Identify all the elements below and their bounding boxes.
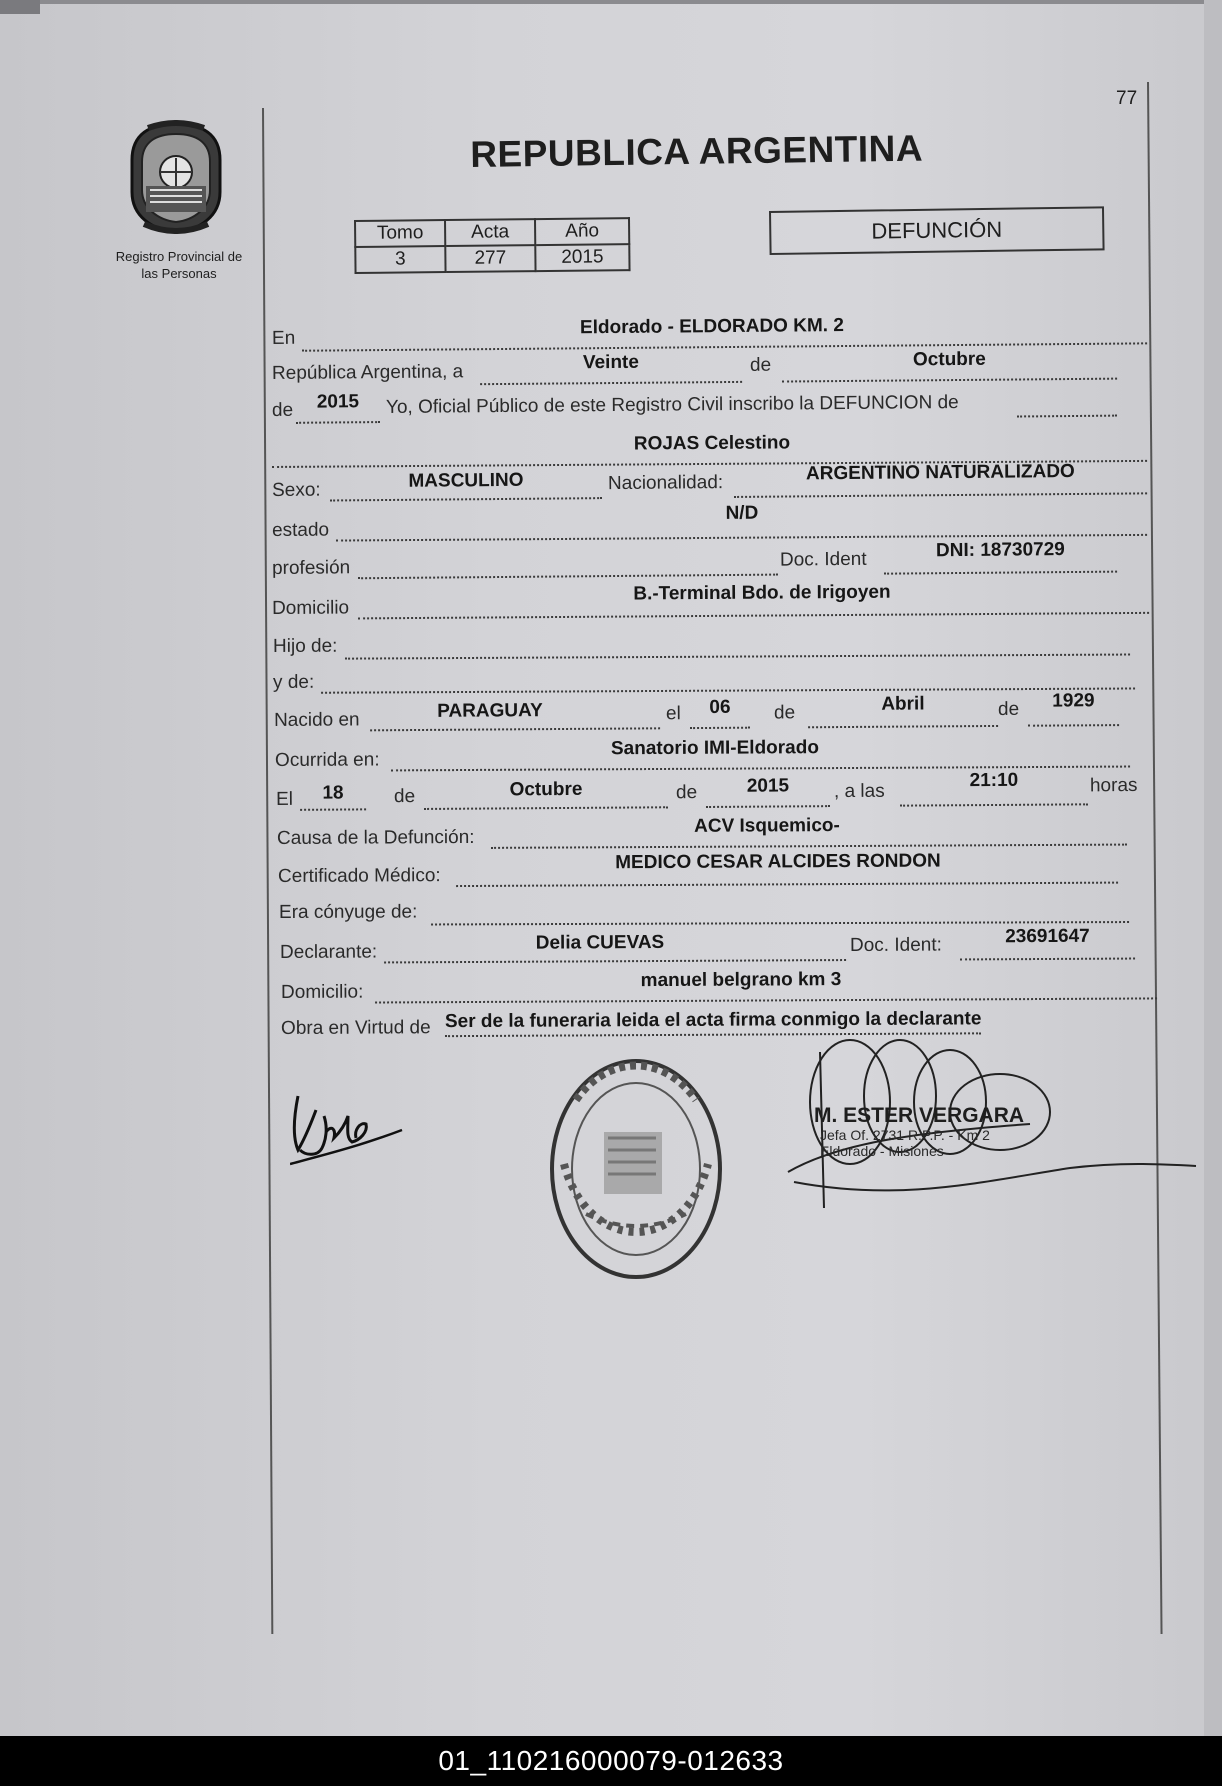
ref-header-ano: Año [535, 218, 629, 245]
official-stamp-line2: Jefa Of. 2731 R.P.P. - Km 2 [820, 1127, 990, 1143]
value-sex: MASCULINO [408, 469, 524, 492]
row-date [272, 350, 1117, 387]
row-declarant [279, 925, 1135, 964]
label-de: de [749, 354, 772, 376]
row-death-date [275, 769, 1141, 811]
ref-value-acta: 277 [445, 245, 535, 272]
label-ocurrida-en: Ocurrida en: [274, 749, 380, 771]
label-estado: estado [271, 519, 330, 541]
page-top-edge [0, 0, 1222, 4]
value-death-year: 2015 [746, 775, 790, 797]
value-document: DNI: 18730729 [935, 539, 1065, 562]
dotted-line [431, 893, 1129, 925]
value-medical-certificate: MEDICO CESAR ALCIDES RONDON [615, 850, 941, 874]
row-cause [277, 816, 1127, 850]
page-corner-shadow [0, 0, 40, 14]
label-doc-ident-declarant: Doc. Ident: [849, 934, 942, 957]
right-margin-line [1147, 82, 1163, 1634]
value-place: Eldorado - ELDORADO KM. 2 [579, 315, 844, 339]
value-day: Veinte [582, 351, 640, 374]
label-obra: Obra en Virtud de [280, 1017, 431, 1039]
label-de-death-year: de [675, 782, 698, 804]
label-de-death: de [393, 786, 416, 808]
row-civil-status [271, 502, 1147, 542]
label-a-las: , a las [833, 780, 885, 803]
label-doc-ident: Doc. Ident [779, 548, 867, 571]
value-death-month: Octubre [509, 778, 583, 801]
value-birth-year: 1929 [1052, 690, 1095, 712]
row-spouse [279, 893, 1129, 926]
official-stamp-name: M. ESTER VERGARA [814, 1104, 1025, 1127]
value-year: 2015 [316, 391, 360, 413]
row-birth [273, 690, 1119, 732]
value-birth-day: 06 [709, 696, 731, 718]
row-death-place [275, 738, 1130, 772]
row-mother [273, 659, 1135, 694]
ref-value-ano: 2015 [535, 244, 629, 271]
footer-file-id: 01_110216000079-012633 [0, 1736, 1222, 1786]
registry-line-1: Registro Provincial de [115, 249, 243, 264]
row-place [272, 314, 1147, 352]
value-death-place: Sanatorio IMI-Eldorado [610, 737, 819, 760]
row-address [271, 581, 1149, 620]
page-title: REPUBLICA ARGENTINA [470, 127, 924, 175]
registry-seal [546, 1054, 726, 1284]
label-en: En [271, 327, 296, 349]
label-oficial: Yo, Oficial Público de este Registro Civil inscribo la DEFUNCION de [385, 392, 959, 419]
label-causa: Causa de la Defunción: [276, 826, 475, 849]
label-de-year: de [271, 399, 294, 421]
value-address: B.-Terminal Bdo. de Irigoyen [633, 581, 891, 605]
row-father [273, 626, 1130, 660]
dotted-line [345, 626, 1130, 660]
label-domicilio-declarant: Domicilio: [280, 981, 364, 1003]
label-certificado: Certificado Médico: [277, 865, 441, 887]
label-nacionalidad: Nacionalidad: [607, 472, 724, 495]
label-y-de: y de: [272, 671, 315, 693]
dotted-line [321, 659, 1135, 693]
row-certificate [277, 850, 1118, 888]
document-type-box: DEFUNCIÓN [769, 206, 1105, 255]
value-declarant-document: 23691647 [1005, 925, 1090, 948]
label-domicilio: Domicilio [271, 597, 350, 619]
value-basis: Ser de la funeraria leida el acta firma conmigo la declarante [445, 1008, 982, 1037]
label-hijo-de: Hijo de: [272, 635, 338, 657]
page-number: 77 [1116, 88, 1138, 109]
value-month: Octubre [912, 348, 986, 371]
label-sexo: Sexo: [271, 479, 321, 501]
value-death-day: 18 [322, 782, 344, 804]
value-declarant: Delia CUEVAS [535, 931, 665, 954]
page-right-edge [1204, 0, 1222, 1736]
row-declarant-address [281, 969, 1157, 1004]
dotted-line [1017, 387, 1117, 418]
label-de-birth-year: de [997, 698, 1020, 720]
label-declarante: Declarante: [279, 941, 378, 963]
registry-caption [104, 248, 254, 282]
label-profesion: profesión [271, 557, 351, 579]
value-nationality: ARGENTINO NATURALIZADO [805, 460, 1075, 485]
value-deceased-name: ROJAS Celestino [633, 432, 791, 455]
label-horas: horas [1089, 774, 1138, 797]
value-birth-place: PARAGUAY [437, 700, 543, 722]
registry-line-2: las Personas [141, 266, 217, 281]
row-profession [271, 539, 1117, 580]
label-el-cap: El [275, 788, 294, 810]
value-declarant-address: manuel belgrano km 3 [640, 969, 842, 992]
value-death-time: 21:10 [969, 769, 1019, 792]
misiones-emblem-icon [120, 120, 232, 234]
label-republica: República Argentina, a [271, 361, 464, 384]
value-civil-status: N/D [725, 502, 759, 524]
reference-box [354, 217, 631, 274]
declarant-signature [290, 1066, 410, 1166]
ref-header-tomo: Tomo [355, 220, 445, 247]
row-year [272, 387, 1117, 424]
label-nacido-en: Nacido en [273, 709, 360, 731]
ref-header-acta: Acta [445, 219, 535, 246]
label-de-birth: de [773, 702, 796, 724]
value-cause: ACV Isquemico- [694, 815, 840, 837]
official-stamp-line3: Eldorado - Misiones [820, 1143, 944, 1159]
label-el: el [665, 703, 681, 725]
reference-table [354, 217, 631, 274]
ref-value-tomo: 3 [355, 246, 445, 273]
official-signature-stamp [780, 1032, 1200, 1222]
label-conyuge: Era cónyuge de: [278, 901, 418, 923]
row-sex [271, 460, 1147, 502]
value-birth-month: Abril [881, 693, 925, 715]
dotted-line [358, 546, 778, 580]
